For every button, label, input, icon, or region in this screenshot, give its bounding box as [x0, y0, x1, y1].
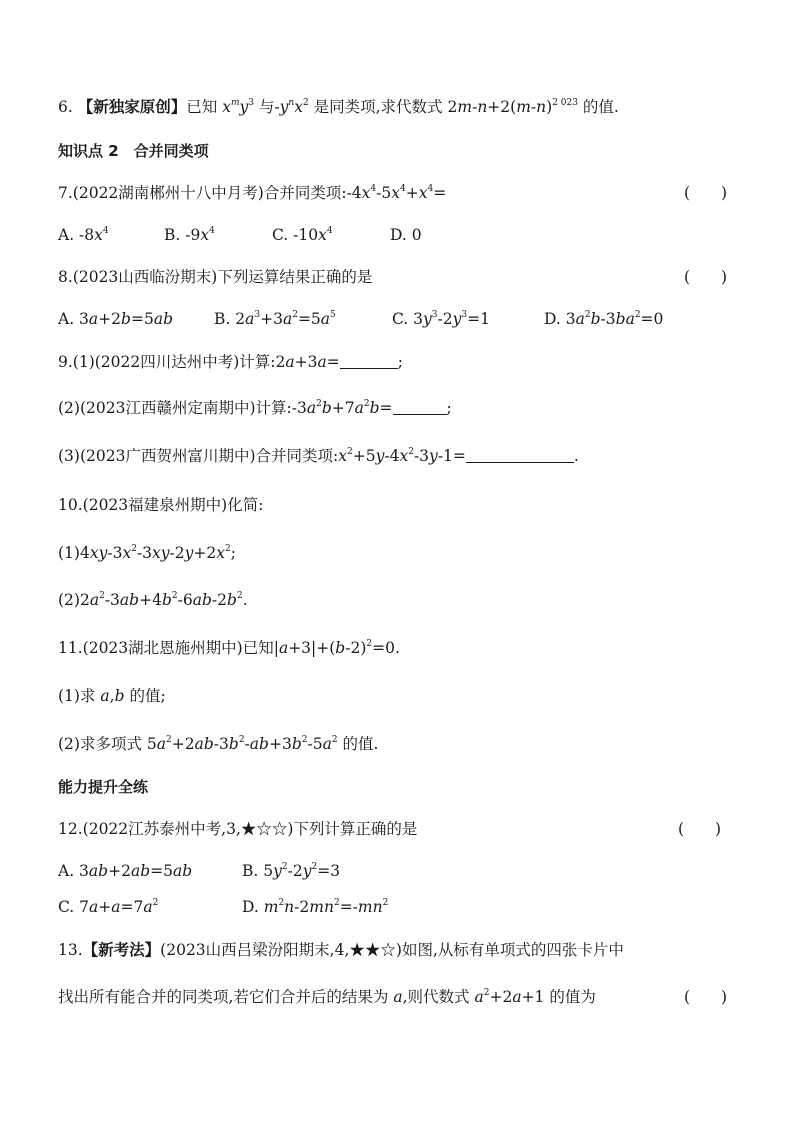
question-13-line-2: 找出所有能合并的同类项,若它们合并后的结果为 a,则代数式 $a^2+2a+1$ 的值为: [58, 988, 596, 1006]
question-7: 7.(2022湖南郴州十八中月考)合并同类项$:-4x^4-5x^4+x^4=$: [58, 184, 447, 202]
section-heading-3: 能力提升全练: [58, 778, 149, 796]
question-8: 8.(2023山西临汾期末)下列运算结果正确的是: [58, 268, 373, 286]
fill-blank[interactable]: [393, 400, 447, 415]
question-11: 11.(2023湖北恩施州期中)已知$|a+3|+(b-2)^2=0$.: [58, 639, 400, 657]
answer-bracket-7: ( ): [684, 184, 728, 202]
question-10-part-2: $(2)2a^2-3ab+4b^2-6ab-2b^2$.: [58, 591, 248, 609]
question-11-part-2: (2)求多项式 $5a^2+2ab-3b^2-ab+3b^2-5a^2$ 的值.: [58, 735, 379, 753]
fill-blank[interactable]: [466, 448, 574, 463]
answer-bracket-13: ( ): [684, 988, 728, 1006]
question-12: 12.(2022江苏泰州中考,3,★☆☆)下列计算正确的是: [58, 820, 418, 838]
section-heading-2: 知识点 2 合并同类项: [58, 142, 209, 160]
question-11-part-1: (1)求 a,b 的值;: [58, 687, 166, 705]
question-9-part-3: (3)(2023广西贺州富川期中)合并同类项$:x^2+5y-4x^2-3y-1=$ .: [58, 447, 579, 465]
answer-bracket-12: ( ): [678, 820, 722, 838]
question-10: 10.(2023福建泉州期中)化简:: [58, 496, 264, 514]
question-9-part-2: (2)(2023江西赣州定南期中)计算$:-3a^2b+7a^2b=$ ;: [58, 399, 452, 417]
fill-blank[interactable]: [340, 354, 398, 369]
answer-bracket-8: ( ): [684, 268, 728, 286]
question-9-part-1: 9.(1)(2022四川达州中考)计算:2a+3a= ;: [58, 353, 403, 371]
original-tag: 【新独家原创】: [77, 98, 187, 116]
question-10-part-1: $(1)4xy-3x^2-3xy-2y+2x^2$;: [58, 544, 236, 562]
question-6: 6. 【新独家原创】已知 $x^my^3$ 与$-y^nx^2$ 是同类项,求代数式 $2m-n+2(m-n)^{2 023}$ 的值.: [58, 98, 619, 116]
new-method-tag: 【新考法】: [82, 941, 161, 959]
question-13: 13.【新考法】(2023山西吕梁汾阳期末,4,★★☆)如图,从标有单项式的四张卡片中: [58, 941, 624, 959]
